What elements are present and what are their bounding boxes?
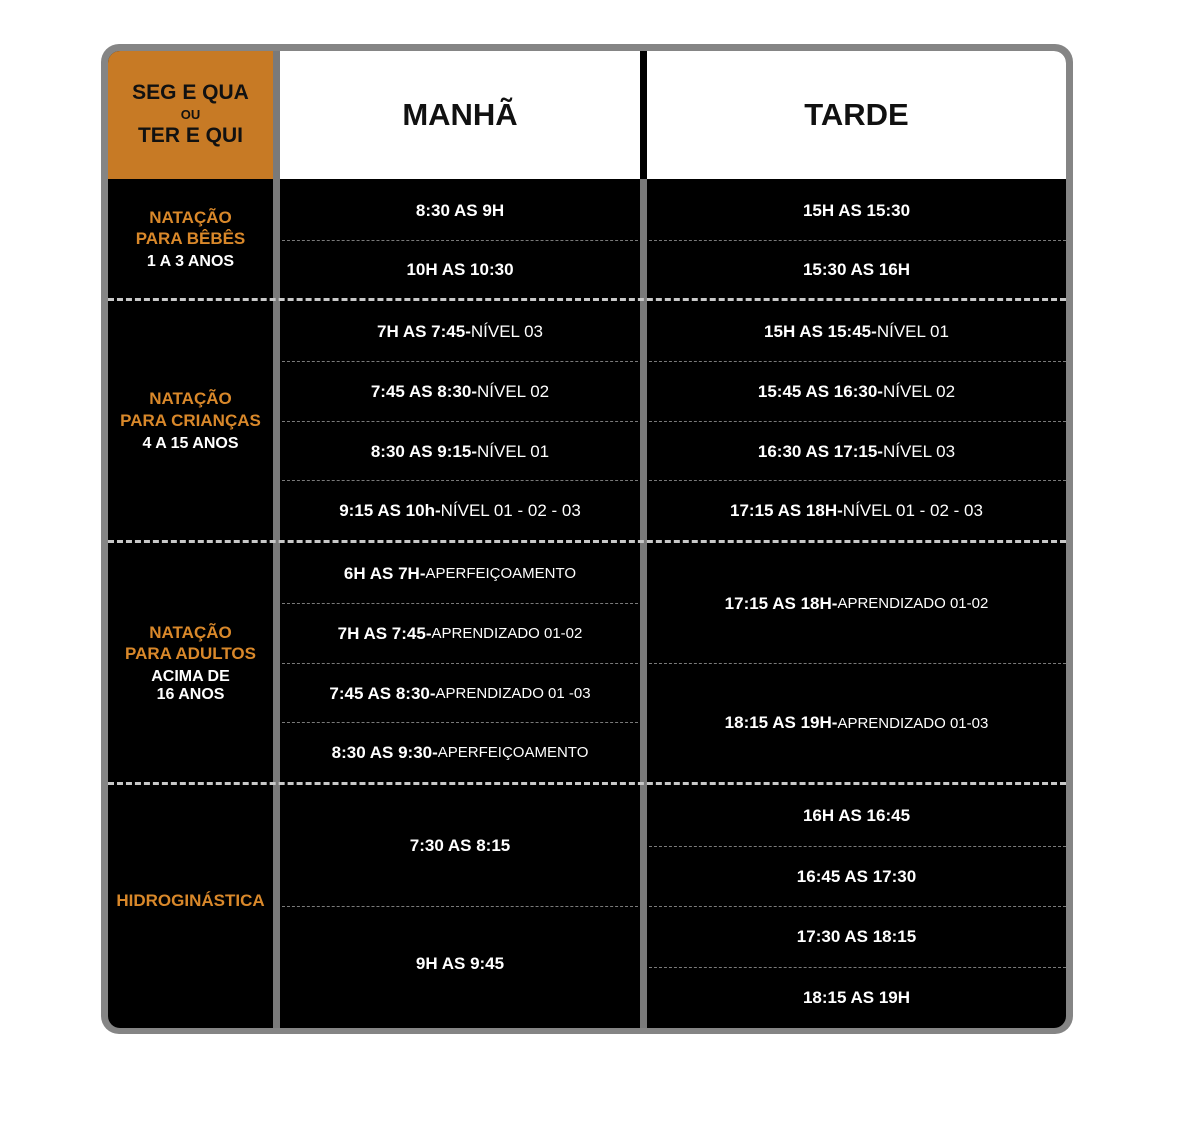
detail-text: APRENDIZADO 01-02	[837, 595, 989, 612]
detail-text: APERFEIÇOAMENTO	[437, 744, 589, 761]
morning-header: MANHÃ	[280, 51, 640, 179]
schedule-cell	[280, 786, 640, 906]
schedule-cell	[280, 241, 640, 299]
schedule-cell	[280, 302, 640, 361]
category-bebes	[108, 179, 273, 299]
detail-text: NÍVEL 01 - 02 - 03	[842, 500, 983, 520]
schedule-cell	[647, 422, 1066, 481]
schedule-cell	[647, 786, 1066, 846]
days-line1: SEG E QUA	[132, 81, 249, 105]
category-age: 4 A 15 ANOS	[142, 434, 239, 452]
time-text: 9H AS 9:45	[415, 954, 505, 973]
schedule-cell	[647, 241, 1066, 299]
time-text: 18:15 AS 19H	[802, 988, 911, 1007]
detail-text: APRENDIZADO 01 -03	[435, 685, 591, 702]
time-text: 8:30 AS 9:15	[370, 441, 472, 461]
separator: -	[877, 441, 883, 461]
schedule-cell	[280, 362, 640, 421]
detail-text: NÍVEL 02	[477, 381, 550, 401]
time-text: 8:30 AS 9H	[415, 201, 505, 220]
schedule-cell	[280, 544, 640, 603]
category-age: 16 ANOS	[156, 685, 225, 703]
schedule-cell	[647, 182, 1066, 240]
time-text: 8:30 AS 9:30	[331, 742, 433, 762]
detail-text: APERFEIÇOAMENTO	[425, 565, 577, 582]
category-name: PARA ADULTOS	[125, 643, 256, 663]
schedule-cell	[647, 968, 1066, 1028]
time-text: 6H AS 7H	[343, 563, 420, 583]
header-separator	[640, 51, 647, 179]
schedule-cell	[280, 604, 640, 663]
days-line2: TER E QUI	[137, 124, 243, 148]
time-text: 7:30 AS 8:15	[409, 836, 511, 855]
schedule-cell	[280, 907, 640, 1021]
schedule-cell	[647, 907, 1066, 967]
time-text: 15H AS 15:30	[802, 201, 911, 220]
schedule-cell	[647, 544, 1066, 663]
separator: -	[465, 321, 471, 341]
time-text: 18:15 AS 19H	[724, 713, 832, 732]
separator: -	[471, 381, 477, 401]
category-name: HIDROGINÁSTICA	[116, 891, 265, 911]
category-name: NATAÇÃO	[149, 622, 232, 642]
days-or: OU	[180, 106, 201, 122]
separator: -	[429, 683, 436, 703]
time-text: 17:15 AS 18H	[724, 593, 832, 613]
detail-text: NÍVEL 02	[882, 381, 956, 401]
separator: -	[831, 713, 838, 732]
category-hidro	[108, 785, 273, 1017]
category-name: NATAÇÃO	[149, 207, 232, 227]
time-text: 17:30 AS 18:15	[796, 927, 917, 946]
schedule-cell	[280, 182, 640, 240]
time-text: 7H AS 7:45	[377, 321, 466, 341]
separator: -	[877, 381, 883, 401]
time-text: 16H AS 16:45	[802, 806, 911, 825]
category-name: PARA BÊBÊS	[135, 229, 246, 249]
category-adultos	[108, 543, 273, 782]
category-name: NATAÇÃO	[149, 389, 232, 409]
schedule-cell	[647, 847, 1066, 907]
time-text: 16:45 AS 17:30	[796, 867, 917, 886]
time-text: 15H AS 15:45	[764, 321, 872, 341]
schedule-cell	[280, 422, 640, 481]
separator: -	[419, 563, 426, 583]
time-text: 7H AS 7:45	[337, 623, 426, 643]
separator: -	[425, 623, 432, 643]
schedule-cell	[280, 664, 640, 723]
category-age: ACIMA DE	[151, 668, 230, 686]
separator: -	[831, 593, 838, 613]
schedule-cell	[280, 723, 640, 782]
schedule-cell	[647, 362, 1066, 421]
detail-text: APRENDIZADO 01-03	[837, 714, 989, 732]
separator: -	[432, 742, 438, 762]
category-name: PARA CRIANÇAS	[120, 410, 261, 430]
time-text: 17:15 AS 18H	[730, 500, 838, 520]
schedule-cell	[647, 664, 1066, 782]
schedule-table	[108, 51, 1066, 1028]
separator: -	[471, 441, 477, 461]
schedule-cell	[647, 481, 1066, 540]
time-text: 9:15 AS 10h	[339, 500, 435, 520]
category-age: 1 A 3 ANOS	[146, 253, 235, 271]
category-criancas	[108, 301, 273, 540]
detail-text: NÍVEL 01 - 02 - 03	[440, 500, 581, 520]
detail-text: NÍVEL 01	[876, 321, 949, 341]
time-text: 15:45 AS 16:30	[757, 381, 878, 401]
detail-text: NÍVEL 03	[470, 321, 543, 341]
time-text: 16:30 AS 17:15	[757, 441, 878, 461]
separator: -	[871, 321, 877, 341]
time-text: 15:30 AS 16H	[802, 260, 911, 279]
time-text: 7:45 AS 8:30	[329, 683, 430, 703]
detail-text: NÍVEL 01	[477, 441, 550, 461]
separator: -	[434, 500, 441, 520]
time-text: 7:45 AS 8:30	[370, 381, 472, 401]
detail-text: APRENDIZADO 01-02	[431, 625, 583, 642]
detail-text: NÍVEL 03	[882, 441, 956, 461]
schedule-cell	[280, 481, 640, 540]
time-text: 10H AS 10:30	[406, 260, 514, 279]
schedule-cell	[647, 302, 1066, 361]
separator: -	[837, 500, 843, 520]
days-header	[108, 51, 273, 179]
afternoon-header: TARDE	[647, 51, 1066, 179]
